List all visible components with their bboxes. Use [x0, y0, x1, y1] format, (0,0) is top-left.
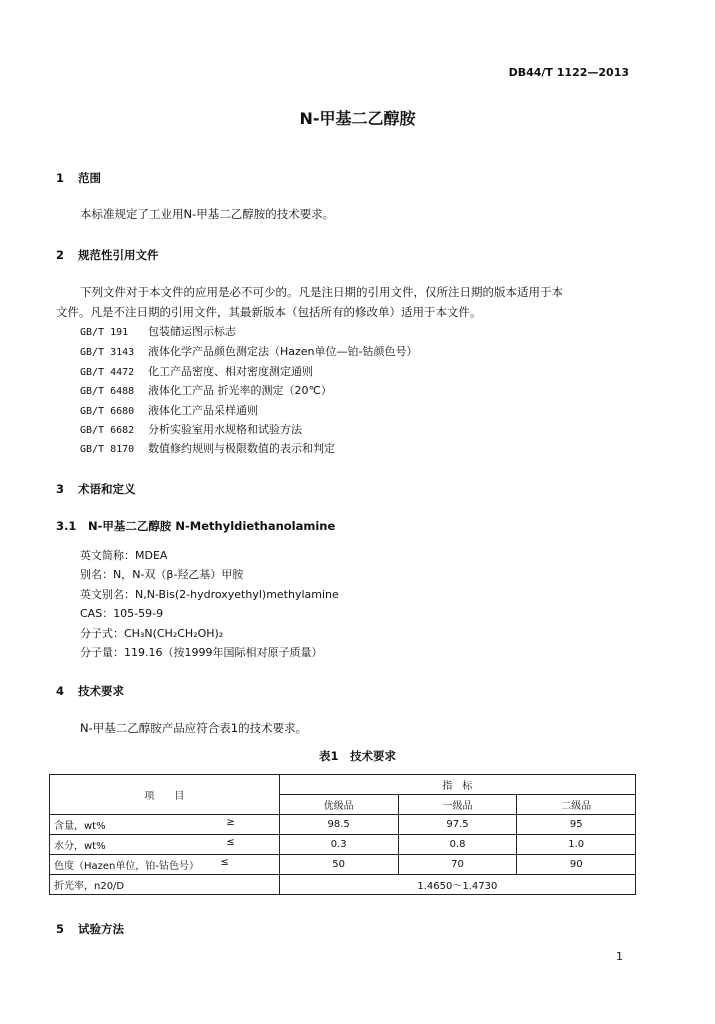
row-symbol: ≤ — [226, 837, 235, 848]
reference-item — [80, 402, 258, 418]
section-title: 规范性引用文件 — [78, 248, 159, 262]
reference-item — [80, 440, 335, 456]
table-row — [50, 875, 636, 895]
reference-title: 分析实验室用水规格和试验方法 — [148, 423, 302, 436]
value-cell: 50 — [279, 855, 398, 875]
term-line: 分子式：CH₃N(CH₂CH₂OH)₂ — [80, 627, 224, 640]
section-2-heading — [56, 247, 159, 263]
reference-item — [80, 343, 418, 359]
row-item-label: 色度（Hazen单位，铂-钴色号） — [54, 861, 199, 872]
section-3-heading — [56, 481, 136, 497]
reference-title: 包装储运图示标志 — [148, 325, 236, 338]
reference-code: GB/T 8170 — [80, 444, 135, 455]
header-index: 指 标 — [279, 775, 635, 795]
reference-item — [80, 421, 302, 437]
reference-item — [80, 363, 313, 379]
table-row — [50, 815, 636, 835]
reference-title: 化工产品密度、相对密度测定通则 — [148, 365, 313, 378]
grade-cell: 一级品 — [398, 795, 517, 815]
row-item-label: 含量，wt% — [54, 821, 106, 832]
term-line: 英文简称：MDEA — [80, 549, 168, 562]
value-cell: 90 — [517, 855, 636, 875]
table-header-row — [50, 775, 636, 795]
row-item: 折光率，n20/D — [50, 875, 280, 895]
reference-title: 液体化工产品 折光率的测定（20℃） — [148, 384, 332, 397]
section-1-text: 本标准规定了工业用N-甲基二乙醇胺的技术要求。 — [80, 207, 335, 221]
value-cell: 1.0 — [517, 835, 636, 855]
section-4-heading — [56, 683, 124, 699]
reference-code: GB/T 191 — [80, 327, 129, 338]
standard-number: DB44/T 1122—2013 — [508, 66, 629, 79]
value-cell: 0.3 — [279, 835, 398, 855]
subsection-number: 3.1 — [56, 519, 77, 533]
header-item: 项 目 — [50, 775, 280, 815]
value-cell: 95 — [517, 815, 636, 835]
reference-title: 液体化学产品颜色测定法（Hazen单位—铂-钴颜色号） — [148, 345, 418, 358]
section-number: 4 — [56, 684, 65, 698]
section-number: 2 — [56, 248, 65, 262]
table-row — [50, 835, 636, 855]
reference-title: 液体化工产品采样通则 — [148, 404, 258, 417]
section-number: 1 — [56, 171, 65, 185]
section-1-heading — [56, 170, 101, 186]
reference-code: GB/T 6488 — [80, 386, 135, 397]
value-cell: 70 — [398, 855, 517, 875]
table-caption: 表1 技术要求 — [318, 749, 396, 763]
section-4-text: N-甲基二乙醇胺产品应符合表1的技术要求。 — [80, 721, 308, 735]
value-cell: 97.5 — [398, 815, 517, 835]
value-cell: 98.5 — [279, 815, 398, 835]
section-number: 5 — [56, 922, 65, 936]
row-item — [50, 815, 280, 835]
reference-code: GB/T 4472 — [80, 367, 135, 378]
value-cell: 0.8 — [398, 835, 517, 855]
table-row — [50, 855, 636, 875]
grade-cell: 优级品 — [279, 795, 398, 815]
reference-title: 数值修约规则与极限数值的表示和判定 — [148, 442, 335, 455]
value-cell: 1.4650～1.4730 — [279, 875, 635, 895]
row-item — [50, 835, 280, 855]
row-symbol: ≤ — [220, 857, 229, 868]
row-symbol: ≥ — [226, 817, 235, 828]
technical-requirements-table — [49, 774, 636, 895]
section-title: 技术要求 — [78, 684, 124, 698]
reference-item — [80, 382, 332, 398]
term-line: 别名：N，N-双（β-羟乙基）甲胺 — [80, 568, 244, 581]
reference-code: GB/T 6680 — [80, 406, 135, 417]
page-number: 1 — [616, 950, 623, 963]
document-title: N-甲基二乙醇胺 — [299, 109, 416, 128]
term-line: CAS：105-59-9 — [80, 607, 164, 620]
section-title: 术语和定义 — [78, 482, 136, 496]
subsection-3-1-heading — [56, 518, 335, 534]
section-2-text-line1: 下列文件对于本文件的应用是必不可少的。凡是注日期的引用文件，仅所注日期的版本适用于本 — [80, 285, 563, 299]
reference-item — [80, 323, 236, 339]
reference-code: GB/T 6682 — [80, 425, 135, 436]
section-5-heading — [56, 921, 124, 937]
section-2-text-line2: 文件。凡是不注日期的引用文件，其最新版本（包括所有的修改单）适用于本文件。 — [56, 305, 482, 319]
grade-cell: 二级品 — [517, 795, 636, 815]
section-number: 3 — [56, 482, 65, 496]
section-title: 范围 — [78, 171, 101, 185]
row-item-label: 水分，wt% — [54, 841, 106, 852]
reference-code: GB/T 3143 — [80, 347, 135, 358]
section-title: 试验方法 — [78, 922, 124, 936]
term-line: 英文别名：N,N-Bis(2-hydroxyethyl)methylamine — [80, 588, 339, 601]
term-line: 分子量：119.16（按1999年国际相对原子质量） — [80, 646, 323, 659]
subsection-title: N-甲基二乙醇胺 N-Methyldiethanolamine — [88, 519, 336, 533]
row-item — [50, 855, 280, 875]
